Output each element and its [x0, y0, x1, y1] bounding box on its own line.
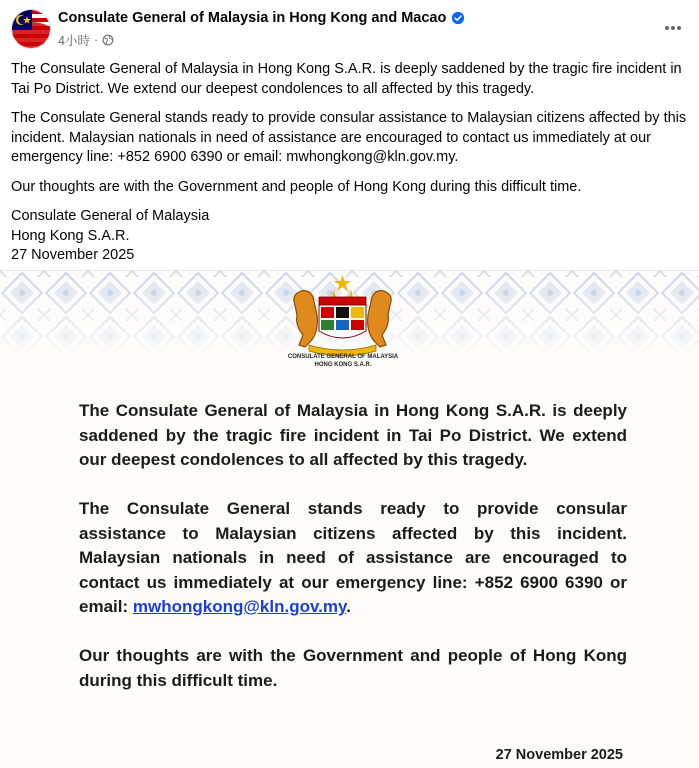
post-timestamp[interactable]: 4小時: [58, 34, 90, 48]
image-paragraph: The Consulate General of Malaysia in Hong Kong S.A.R. is deeply saddened by the tragic fire incident in Tai Po District. We extend our deepest condolences to all affected by this tragedy.: [79, 401, 627, 469]
post-paragraph: The Consulate General of Malaysia in Hong Kong S.A.R. is deeply saddened by the tragic fire incident in Tai Po District. We extend our deepest condolences to all affected by this tragedy.: [11, 61, 682, 97]
post-paragraph: The Consulate General stands ready to provide consular assistance to Malaysian citizens affected by this incident. Malaysian nationals in need of assistance are encouraged to contact us immediately at our emergency line: +852 6900 6390 or email: mwhongkong@kln.gov.my.: [11, 110, 687, 165]
post-meta: [58, 31, 114, 49]
post-paragraph: Our thoughts are with the Government and people of Hong Kong during this difficult time.: [11, 178, 582, 195]
crest-caption-line-2: HONG KONG S.A.R.: [314, 362, 372, 368]
post-signature-line: Consulate General of Malaysia: [11, 208, 210, 224]
post-header: [0, 0, 699, 56]
email-link[interactable]: mwhongkong@kln.gov.my: [132, 597, 347, 616]
post-signature-line: 27 November 2025: [11, 247, 135, 263]
meta-separator: ·: [93, 33, 99, 47]
more-options-button[interactable]: [659, 14, 687, 42]
page-name-link[interactable]: [58, 10, 465, 26]
page-avatar[interactable]: [11, 9, 51, 49]
crest-caption: [258, 353, 428, 369]
image-statement-text: [79, 399, 627, 718]
post-image[interactable]: [0, 270, 699, 768]
page-name[interactable]: Consulate General of Malaysia in Hong Kong and Macao: [58, 10, 447, 26]
image-paragraph: Our thoughts are with the Government and people of Hong Kong during this difficult time.: [79, 646, 627, 690]
globe-icon[interactable]: [102, 34, 114, 46]
post-signature-line: Hong Kong S.A.R.: [11, 227, 130, 244]
post-body-text: [11, 60, 691, 266]
crest-caption-line-1: CONSULATE GENERAL OF MALAYSIA: [287, 354, 399, 360]
more-options-icon: [664, 25, 682, 31]
malaysia-coat-of-arms-icon: [285, 275, 400, 360]
verified-badge-icon: [451, 11, 465, 25]
image-paragraph: [79, 497, 627, 620]
malaysia-flag-avatar-icon: [12, 10, 51, 49]
image-date: 27 November 2025: [495, 747, 623, 763]
image-paragraph-text: The Consulate General stands ready to provide consular assistance to Malaysian citizens affected by this incident. Malaysian nationals in need of assistance are encouraged to contact us immediately at our emergency line: +852 6900 6390 or email:: [79, 499, 627, 616]
image-paragraph-end: .: [346, 597, 351, 616]
